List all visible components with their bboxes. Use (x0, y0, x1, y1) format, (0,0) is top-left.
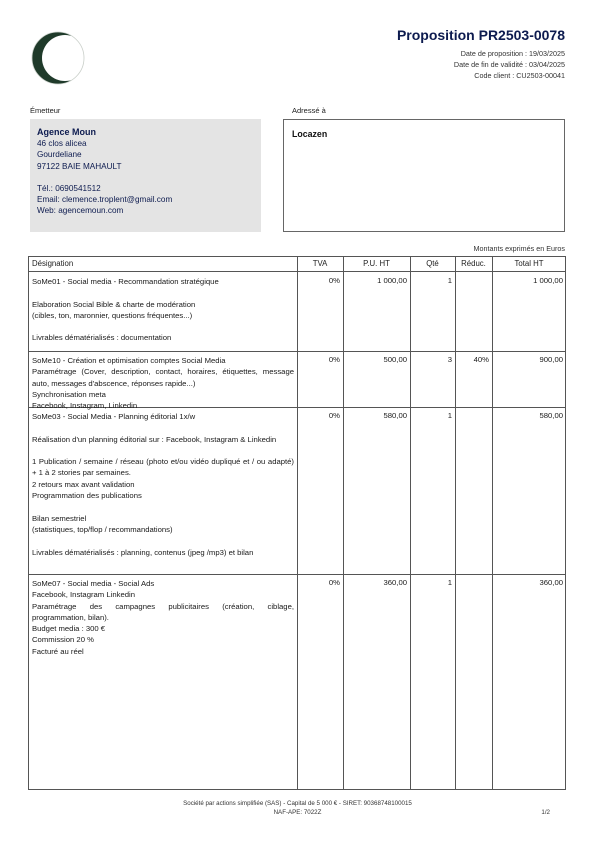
header-designation: Désignation (32, 259, 74, 268)
header-tva: TVA (312, 259, 328, 268)
table-row (29, 272, 565, 352)
issuer-name: Agence Moun (37, 127, 97, 137)
row-tva: 0% (328, 276, 340, 285)
issuer-address-line: 97122 BAIE MAHAULT (37, 161, 122, 171)
page-number: 1/2 (541, 809, 550, 816)
table-row (29, 407, 565, 575)
row-tva: 0% (328, 355, 340, 364)
table-row (29, 351, 565, 411)
row-quantity: 1 (447, 411, 452, 420)
row-tva: 0% (328, 578, 340, 587)
company-logo (30, 30, 86, 86)
issuer-address-line: Gourdeliane (37, 150, 82, 160)
table-header (29, 257, 565, 272)
issuer-box (30, 119, 261, 232)
recipient-label: Adressé à (292, 106, 326, 115)
row-unit-price: 580,00 (383, 411, 407, 420)
items-table (28, 256, 566, 790)
row-total: 1 000,00 (533, 276, 563, 285)
header-quantity: Qté (426, 259, 439, 268)
currency-note: Montants exprimés en Euros (473, 244, 565, 253)
issuer-website: Web: agencemoun.com (37, 206, 124, 216)
company-legal-info: Société par actions simplifiée (SAS) - Capital de 5 000 € - SIRET: 90368748100015 (183, 800, 412, 807)
row-description: SoMe07 - Social media - Social Ads Facebook, Instagram Linkedin Paramétrage des campagnes publicitaires (création, ciblage, programmation, bilan). Budget media : 300 € Commission 20 % Facturé au réel (32, 579, 294, 656)
recipient-name: Locazen (292, 129, 328, 139)
client-code: Code client : CU2503-00041 (474, 71, 565, 80)
row-unit-price: 1 000,00 (377, 276, 407, 285)
proposal-date: Date de proposition : 19/03/2025 (460, 49, 565, 58)
header-unit-price: P.U. HT (363, 259, 390, 268)
issuer-email: Email: clemence.troplent@gmail.com (37, 195, 173, 205)
row-unit-price: 360,00 (383, 578, 407, 587)
row-quantity: 1 (447, 578, 452, 587)
header-total: Total HT (514, 259, 544, 268)
row-quantity: 3 (447, 355, 452, 364)
document-title: Proposition PR2503-0078 (396, 27, 565, 43)
issuer-phone: Tél.: 0690541512 (37, 183, 101, 193)
row-total: 900,00 (539, 355, 563, 364)
row-total: 360,00 (539, 578, 563, 587)
row-discount: 40% (473, 355, 489, 364)
row-total: 580,00 (539, 411, 563, 420)
table-row (29, 574, 565, 789)
validity-date: Date de fin de validité : 03/04/2025 (453, 60, 565, 69)
row-quantity: 1 (447, 276, 452, 285)
row-tva: 0% (328, 411, 340, 420)
company-naf-code: NAF-APE: 7022Z (273, 809, 322, 816)
row-unit-price: 500,00 (383, 355, 407, 364)
row-description: SoMe03 - Social Media - Planning éditorial 1x/w Réalisation d'un planning éditorial sur : Facebook, Instagram & Linkedin 1 Publication / semaine / réseau (photo et/ou vidéo dupliqué et / ou adapté) + 1 à 2 stories par semaines. 2 retours max avant validation Programmation des publications Bilan semestriel (statistiques, top/flop / recommandations) Livrables dématérialisés : planning, contenus (jpeg /mp3) et bilan (32, 412, 294, 557)
issuer-label: Émetteur (30, 106, 61, 115)
recipient-box (283, 119, 565, 232)
row-description: SoMe01 - Social media - Recommandation stratégique Elaboration Social Bible & charte de modération (cibles, ton, maronnier, questions fréquentes...) Livrables dématérialisés : documentation (32, 277, 219, 343)
header-discount: Réduc. (461, 259, 486, 268)
row-description: SoMe10 - Création et optimisation comptes Social Media Paramétrage (Cover, description, contact, horaires, étiquettes, message auto, messages d'abscence, réponses rapide...) Synchronisation meta Facebook, Instagram, Linkedin (32, 356, 294, 411)
issuer-address-line: 46 clos alicea (37, 139, 87, 149)
